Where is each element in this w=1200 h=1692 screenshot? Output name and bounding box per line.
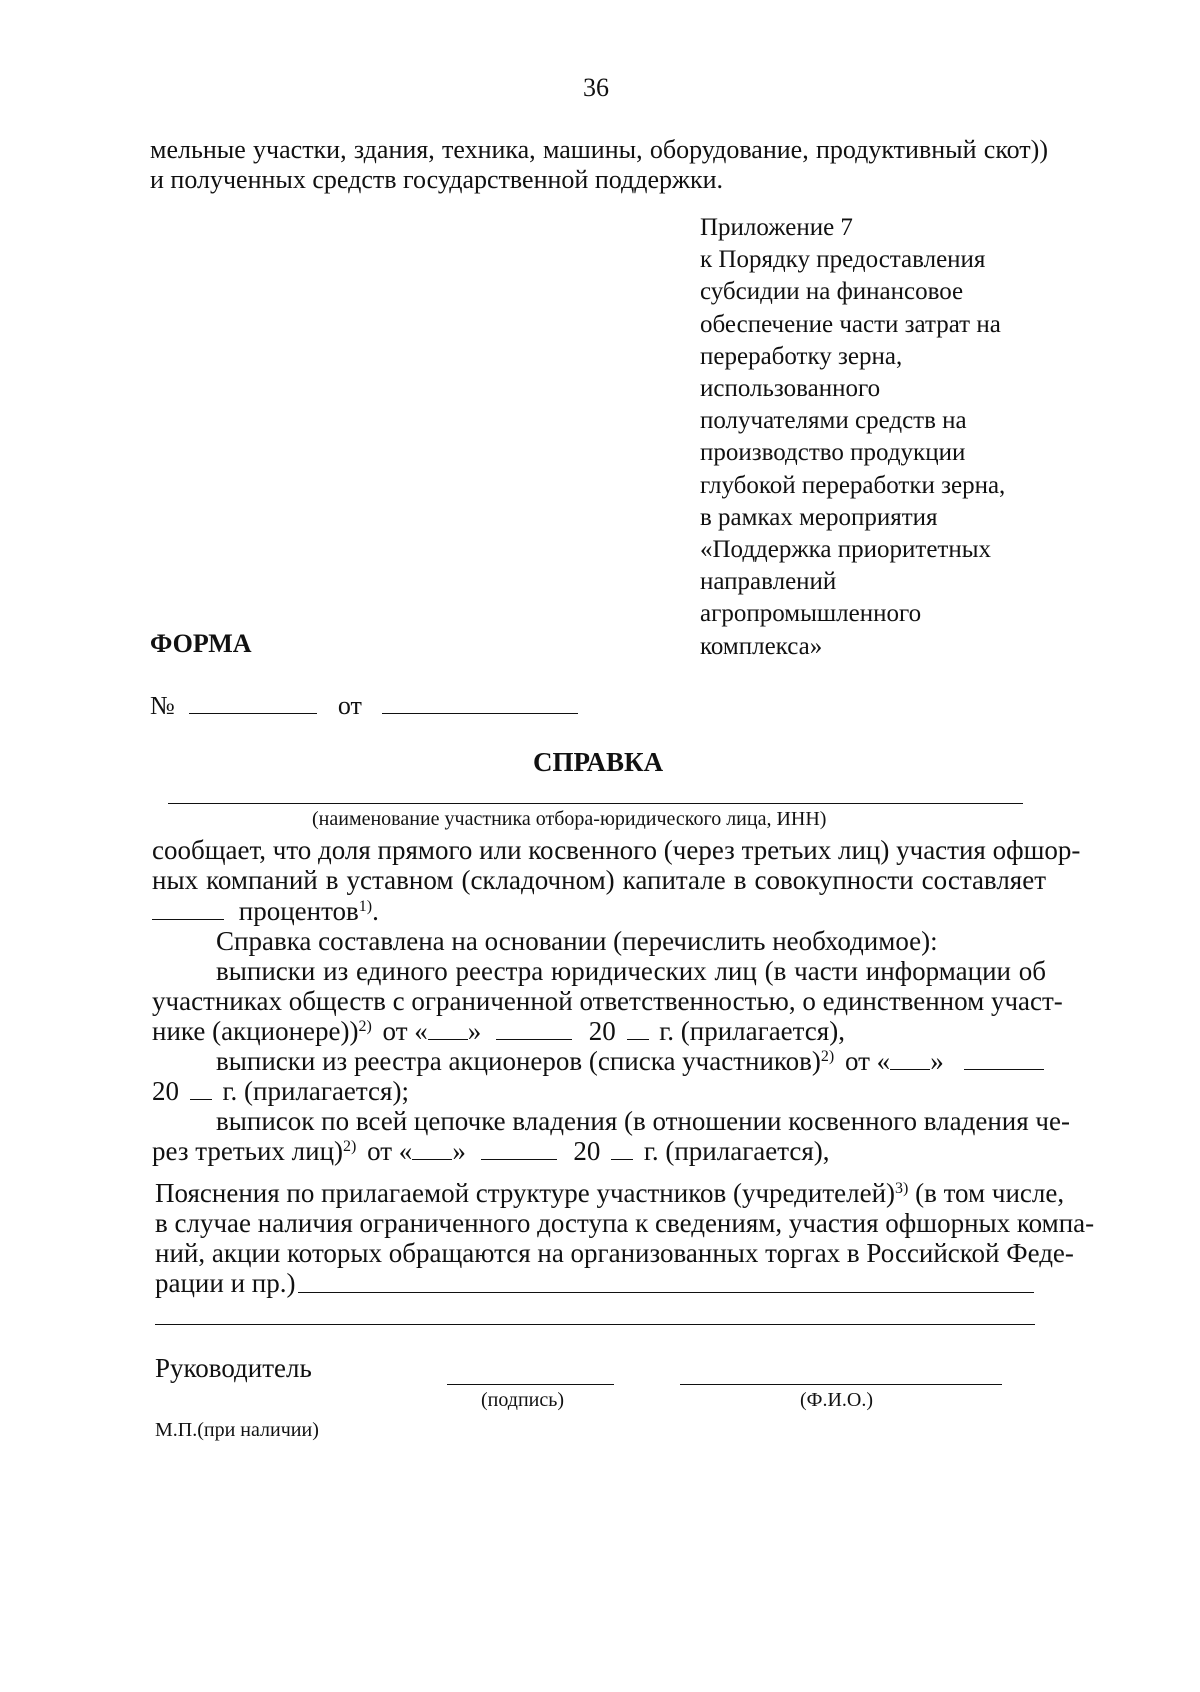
appendix-line: комплекса» bbox=[700, 632, 823, 660]
number-field[interactable] bbox=[189, 691, 317, 714]
body-p5-line-2: рез третьих лиц)$^{2)}$ от « » 20 г. (прилагается), bbox=[152, 1136, 830, 1166]
body-p6-line-3: ний, акции которых обращаются на организованных торгах в Российской Феде- bbox=[155, 1238, 1074, 1268]
body-p1-line-3: процентов$^{1)}$. bbox=[152, 895, 379, 927]
participant-name-line[interactable] bbox=[168, 803, 1023, 804]
appendix-line: глубокой переработки зерна, bbox=[700, 471, 1006, 499]
appendix-line: использованного bbox=[700, 375, 881, 403]
body-p3-line-1: выписки из единого реестра юридических лиц (в части информации об bbox=[216, 956, 1046, 986]
appendix-line: агропромышленного bbox=[700, 600, 922, 628]
appendix-line: получателями средств на bbox=[700, 407, 967, 435]
body-p4-line-2: 20 г. (прилагается); bbox=[152, 1076, 409, 1106]
form-number-row bbox=[150, 690, 578, 722]
day-field[interactable] bbox=[428, 1017, 468, 1040]
body-p4-line-1: выписки из реестра акционеров (списка участников)$^{2)}$ от « » bbox=[216, 1045, 1044, 1077]
body-p2: Справка составлена на основании (перечислить необходимое): bbox=[216, 926, 938, 956]
body-p3-line-3: нике (акционере))$^{2)}$ от « » 20 г. (прилагается), bbox=[152, 1016, 845, 1046]
percent-field[interactable] bbox=[152, 897, 224, 920]
month-field[interactable] bbox=[481, 1137, 557, 1160]
month-field[interactable] bbox=[496, 1017, 572, 1040]
participant-caption: (наименование участника отбора-юридического лица, ИНН) bbox=[312, 808, 827, 830]
signature-head: Руководитель bbox=[155, 1353, 312, 1383]
body-p1-line-1: сообщает, что доля прямого или косвенного (через третьих лиц) участия офшор- bbox=[152, 835, 1081, 865]
appendix-line: направлений bbox=[700, 568, 837, 596]
name-caption: (Ф.И.О.) bbox=[800, 1389, 874, 1411]
month-field[interactable] bbox=[964, 1047, 1044, 1070]
body-p6-line-1: Пояснения по прилагаемой структуре участников (учредителей)$^{3)}$ (в том числе, bbox=[155, 1178, 1065, 1208]
day-field[interactable] bbox=[890, 1047, 930, 1070]
day-field[interactable] bbox=[412, 1137, 452, 1160]
document-title: СПРАВКА bbox=[533, 747, 664, 777]
body-p1-line-2: ных компаний в уставном (складочном) капитале в совокупности составляет bbox=[152, 865, 1046, 895]
explanation-line[interactable] bbox=[155, 1324, 1035, 1325]
body-p3-line-2: участниках обществ с ограниченной ответственностью, о единственном участ- bbox=[152, 986, 1063, 1016]
appendix-line: переработку зерна, bbox=[700, 342, 903, 370]
name-line[interactable] bbox=[680, 1384, 1002, 1385]
page-number: 36 bbox=[583, 73, 609, 102]
signature-line[interactable] bbox=[447, 1384, 614, 1385]
appendix-block bbox=[700, 212, 1005, 663]
form-label: ФОРМА bbox=[150, 629, 252, 658]
from-label: от bbox=[337, 691, 362, 720]
explanation-line[interactable] bbox=[298, 1292, 1034, 1293]
body-p6-line-2: в случае наличия ограниченного доступа к сведениям, участия офшорных компа- bbox=[155, 1208, 1095, 1238]
body-p6-line-4: рации и пр.) bbox=[155, 1268, 296, 1298]
appendix-line: производство продукции bbox=[700, 439, 966, 467]
appendix-line: Приложение 7 bbox=[700, 214, 853, 241]
appendix-line: «Поддержка приоритетных bbox=[700, 536, 992, 564]
signature-caption: (подпись) bbox=[481, 1389, 565, 1411]
date-field[interactable] bbox=[382, 691, 578, 714]
intro-line-1: мельные участки, здания, техника, машины, оборудование, продуктивный скот)) bbox=[150, 135, 1048, 164]
year-field[interactable] bbox=[190, 1077, 212, 1100]
body-p5-line-1: выписок по всей цепочке владения (в отношении косвенного владения че- bbox=[216, 1106, 1070, 1136]
year-field[interactable] bbox=[627, 1017, 649, 1040]
year-field[interactable] bbox=[611, 1137, 633, 1160]
appendix-line: обеспечение части затрат на bbox=[700, 310, 1001, 338]
intro-line-2: и полученных средств государственной поддержки. bbox=[150, 165, 723, 194]
appendix-line: субсидии на финансовое bbox=[700, 278, 964, 306]
stamp-label: М.П.(при наличии) bbox=[155, 1419, 319, 1441]
appendix-line: в рамках мероприятия bbox=[700, 503, 938, 531]
number-sign: № bbox=[150, 691, 175, 720]
appendix-line: к Порядку предоставления bbox=[700, 246, 986, 274]
